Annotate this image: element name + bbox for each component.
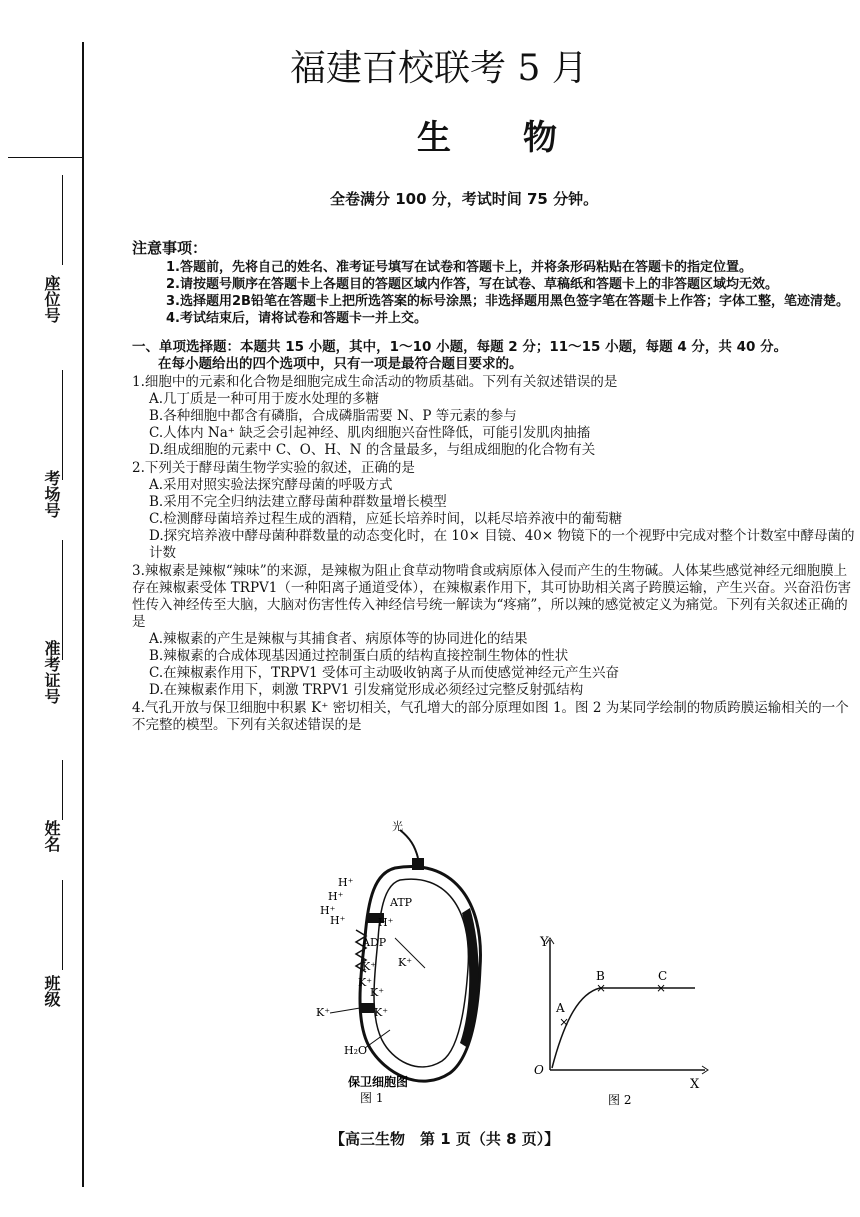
option-d: D.组成细胞的元素中 C、O、H、N 的含量最多，与组成细胞的化合物有关 xyxy=(149,442,596,458)
y-label: Y xyxy=(540,935,549,950)
light-label: 光 xyxy=(392,820,403,833)
ticket-label: 准考证号 xyxy=(42,640,61,704)
option-a: A.辣椒素的产生是辣椒与其捕食者、病原体等的协同进化的结果 xyxy=(149,631,528,647)
cell-inner-membrane xyxy=(374,879,468,1067)
k-label-4: K⁺ xyxy=(370,986,385,999)
k-channel xyxy=(360,1003,374,1013)
k-label-1: K⁺ xyxy=(398,956,413,969)
point-b-label: B xyxy=(596,969,605,983)
thickened-wall xyxy=(460,908,479,1048)
option-b: B.辣椒素的合成体现基因通过控制蛋白质的结构直接控制生物体的性状 xyxy=(149,648,569,664)
name-label: 姓名 xyxy=(42,820,61,852)
h-label-4: H⁺ xyxy=(330,914,346,927)
seat-underline xyxy=(62,175,63,265)
option-d: D.探究培养液中酵母菌种群数量的动态变化时，在 10× 目镜、40× 物镜下的一个视野中完成对整个计数室中酵母菌的计数 xyxy=(149,528,855,561)
option-a: A.采用对照实验法探究酵母菌的呼吸方式 xyxy=(149,477,393,493)
notice-item: 3.选择题用2B铅笔在答题卡上把所选答案的标号涂黑；非选择题用黑色签字笔在答题卡上作答；字体工整，笔迹清楚。 xyxy=(166,294,849,309)
point-a-marker: × xyxy=(559,1015,570,1029)
cell-outer-wall xyxy=(360,866,480,1081)
option-c: C.在辣椒素作用下，TRPV1 受体可主动吸收钠离子从而使感觉神经元产生兴奋 xyxy=(149,665,620,681)
question-4 xyxy=(132,700,860,734)
h-label-2: H⁺ xyxy=(328,890,344,903)
x-label: X xyxy=(690,1077,700,1092)
option-c: C.人体内 Na⁺ 缺乏会引起神经、肌肉细胞兴奋性降低，可能引发肌肉抽搐 xyxy=(149,425,591,441)
seat-label: 座位号 xyxy=(42,275,61,323)
h-label-5: H⁺ xyxy=(378,916,394,929)
section-line-2: 在每小题给出的四个选项中，只有一项是最符合题目要求的。 xyxy=(158,356,523,372)
binding-top-rule xyxy=(8,157,82,158)
option-c: C.检测酵母菌培养过程生成的酒精，应延长培养时间，以耗尽培养液中的葡萄糖 xyxy=(149,511,623,527)
guard-cell-diagram xyxy=(300,818,510,1108)
class-label: 班级 xyxy=(42,975,61,1007)
exam-meta: 全卷满分 100 分，考试时间 75 分钟。 xyxy=(330,190,599,208)
figure-2-curve xyxy=(530,928,720,1108)
point-c-label: C xyxy=(658,969,668,983)
subject-title: 生物 xyxy=(417,118,629,158)
water-label: H₂O xyxy=(344,1044,368,1057)
notice-list xyxy=(132,259,860,327)
point-a-label: A xyxy=(556,1001,565,1015)
k-label-3: K⁺ xyxy=(358,976,373,989)
section-heading xyxy=(132,339,860,373)
point-b-marker: × xyxy=(596,981,607,995)
notice-item: 1.答题前，先将自己的姓名、准考证号填写在试卷和答题卡上，并将条形码粘贴在答题卡的指定位置。 xyxy=(166,260,752,275)
figure-1-caption: 保卫细胞图 xyxy=(348,1075,409,1089)
point-c-marker: × xyxy=(656,981,667,995)
question-stem: 4.气孔开放与保卫细胞中积累 K⁺ 密切相关，气孔增大的部分原理如图 1。图 2 为某同学绘制的物质跨膜运输相关的一个不完整的模型。下列有关叙述错误的是 xyxy=(132,700,849,733)
option-a: A.几丁质是一种可用于废水处理的多糖 xyxy=(149,391,380,407)
light-arrow xyxy=(400,830,418,858)
adp-label: ADP xyxy=(362,936,387,949)
page-footer: 【高三生物 第 1 页（共 8 页）】 xyxy=(330,1130,560,1148)
room-label: 考场号 xyxy=(42,470,61,518)
option-b: B.采用不完全归纳法建立酵母菌种群数量增长模型 xyxy=(149,494,447,510)
option-d: D.在辣椒素作用下，刺激 TRPV1 引发痛觉形成必须经过完整反射弧结构 xyxy=(149,682,584,698)
origin-label: O xyxy=(534,1063,544,1077)
question-stem: 2.下列关于酵母菌生物学实验的叙述，正确的是 xyxy=(132,460,415,476)
figure-2-label: 图 2 xyxy=(608,1093,632,1107)
k-label-2: K⁺ xyxy=(362,960,377,973)
curve-diagram xyxy=(530,928,720,1108)
binding-line xyxy=(82,42,84,1187)
curve-line xyxy=(552,988,695,1068)
light-receptor xyxy=(412,858,424,870)
option-b: B.各种细胞中都含有磷脂，合成磷脂需要 N、P 等元素的参与 xyxy=(149,408,517,424)
k-in-arrow xyxy=(330,1008,360,1013)
question-3 xyxy=(132,563,860,699)
question-2 xyxy=(132,460,860,562)
page-content xyxy=(132,240,860,734)
notice-item: 4.考试结束后，请将试卷和答题卡一并上交。 xyxy=(166,311,427,326)
notice-title: 注意事项： xyxy=(132,239,208,257)
h-label-3: H⁺ xyxy=(320,904,336,917)
exam-header: 福建百校联考 5 月 xyxy=(290,48,588,89)
question-stem: 3.辣椒素是辣椒“辣味”的来源，是辣椒为阻止食草动物啃食或病原体入侵而产生的生物碱。人体某些感觉神经元细胞膜上存在辣椒素受体 TRPV1（一种阳离子通道受体），在辣椒素作用下，其可协助相关离子跨膜运输，产生兴奋。兴奋沿伤害性传入神经传至大脑，大脑对伤害性传入神经信号统一解读为“疼痛”，所以辣的感觉被定义为痛觉。下列有关叙述正确的是 xyxy=(132,563,852,630)
class-underline xyxy=(62,880,63,970)
notice-item: 2.请按题号顺序在答题卡上各题目的答题区域内作答，写在试卷、草稿纸和答题卡上的非答题区域均无效。 xyxy=(166,277,778,292)
figure-1-guard-cell xyxy=(300,818,510,1108)
water-arrow xyxy=(365,1030,390,1048)
k-label-6: K⁺ xyxy=(316,1006,331,1019)
figure-1-label: 图 1 xyxy=(360,1091,384,1105)
question-stem: 1.细胞中的元素和化合物是细胞完成生命活动的物质基础。下列有关叙述错误的是 xyxy=(132,374,618,390)
k-label-5: K⁺ xyxy=(374,1006,389,1019)
room-underline xyxy=(62,370,63,480)
h-label-1: H⁺ xyxy=(338,876,354,889)
atp-label: ATP xyxy=(390,896,413,909)
name-underline xyxy=(62,760,63,820)
question-1 xyxy=(132,374,860,459)
section-line-1: 一、单项选择题：本题共 15 小题，其中，1～10 小题，每题 2 分；11～15 小题，每题 4 分，共 40 分。 xyxy=(132,339,788,355)
